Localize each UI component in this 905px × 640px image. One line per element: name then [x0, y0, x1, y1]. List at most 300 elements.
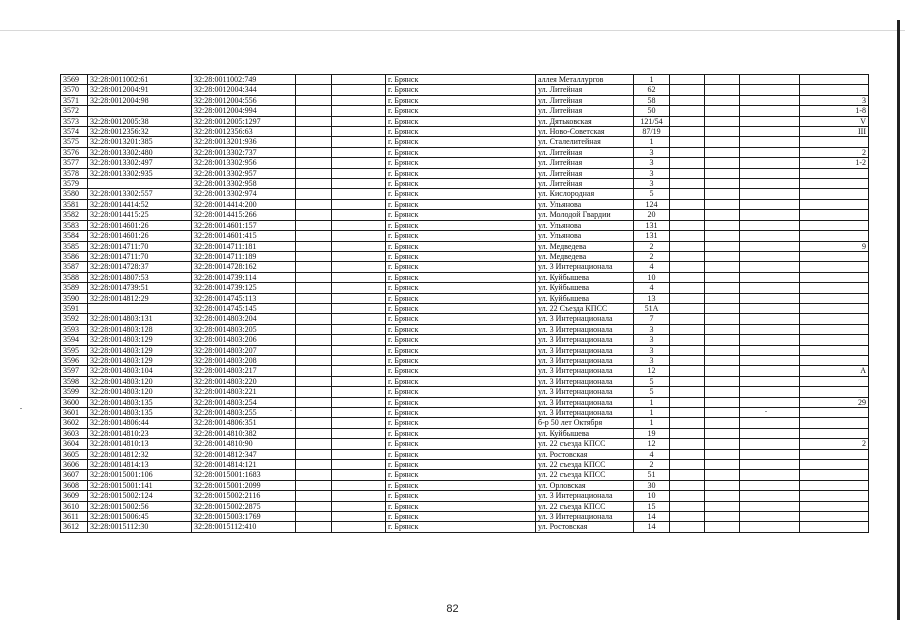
cell-empty [740, 199, 800, 209]
cell-empty [740, 293, 800, 303]
cell-empty [705, 522, 740, 532]
cell-empty [670, 491, 705, 501]
cell-cadastral-new: 32:28:0013302:957 [192, 168, 296, 178]
cell-street: ул. 3 Интернационала [536, 345, 634, 355]
table-row [61, 179, 869, 189]
cell-empty [296, 106, 332, 116]
cell-empty [740, 272, 800, 282]
cell-empty [705, 283, 740, 293]
cell-house: 2 [634, 251, 670, 261]
cell-empty [332, 376, 386, 386]
cell-flat [800, 199, 869, 209]
cell-empty [332, 95, 386, 105]
cell-empty [670, 210, 705, 220]
cell-cadastral-new: 32:28:0014711:189 [192, 251, 296, 261]
cell-cadastral-old: 32:28:0012004:98 [88, 95, 192, 105]
cell-street: ул. 3 Интернационала [536, 366, 634, 376]
cell-empty [332, 116, 386, 126]
cell-empty [740, 491, 800, 501]
cell-cadastral-new: 32:28:0014803:221 [192, 387, 296, 397]
cell-house: 1 [634, 397, 670, 407]
cell-empty [705, 397, 740, 407]
cell-cadastral-new: 32:28:0014711:181 [192, 241, 296, 251]
cell-empty [670, 439, 705, 449]
cell-city: г. Брянск [386, 158, 536, 168]
cell-empty [705, 512, 740, 522]
cell-house: 5 [634, 376, 670, 386]
cell-city: г. Брянск [386, 387, 536, 397]
cell-row-number: 3602 [61, 418, 88, 428]
cell-row-number: 3589 [61, 283, 88, 293]
cell-empty [332, 428, 386, 438]
cell-house: 3 [634, 355, 670, 365]
cell-street: ул. Литейная [536, 106, 634, 116]
cell-empty [740, 335, 800, 345]
cell-flat [800, 293, 869, 303]
table-row [61, 470, 869, 480]
cell-street: ул. 3 Интернационала [536, 512, 634, 522]
cell-city: г. Брянск [386, 147, 536, 157]
cell-flat [800, 231, 869, 241]
cell-house: 121/54 [634, 116, 670, 126]
cell-street: ул. Медведева [536, 241, 634, 251]
cell-cadastral-new: 32:28:0014803:254 [192, 397, 296, 407]
table-row [61, 106, 869, 116]
cell-empty [670, 168, 705, 178]
cell-empty [296, 158, 332, 168]
cell-street: ул. Куйбышева [536, 272, 634, 282]
cell-empty [296, 408, 332, 418]
cell-street: ул. Куйбышева [536, 283, 634, 293]
cell-empty [670, 231, 705, 241]
cell-empty [740, 314, 800, 324]
table-row [61, 491, 869, 501]
cell-empty [670, 522, 705, 532]
table-row [61, 210, 869, 220]
cell-empty [670, 116, 705, 126]
cell-street: ул. 3 Интернационала [536, 335, 634, 345]
cell-city: г. Брянск [386, 470, 536, 480]
cell-city: г. Брянск [386, 106, 536, 116]
cell-flat: 2 [800, 439, 869, 449]
table-row [61, 335, 869, 345]
cell-empty [705, 314, 740, 324]
cell-cadastral-old: 32:28:0014814:13 [88, 460, 192, 470]
cell-city: г. Брянск [386, 293, 536, 303]
cell-empty [296, 501, 332, 511]
cell-flat [800, 460, 869, 470]
cell-empty [740, 210, 800, 220]
cell-empty [296, 137, 332, 147]
cell-street: ул. Кислородная [536, 189, 634, 199]
cell-house: 30 [634, 480, 670, 490]
cell-house: 3 [634, 147, 670, 157]
cell-empty [705, 366, 740, 376]
cell-city: г. Брянск [386, 137, 536, 147]
cell-street: ул. Ростовская [536, 522, 634, 532]
cell-street: ул. 3 Интернационала [536, 376, 634, 386]
cell-flat [800, 262, 869, 272]
cell-empty [296, 470, 332, 480]
cell-city: г. Брянск [386, 512, 536, 522]
table-row [61, 116, 869, 126]
cell-row-number: 3597 [61, 366, 88, 376]
cell-empty [740, 345, 800, 355]
cell-street: ул. 3 Интернационала [536, 408, 634, 418]
table-row [61, 283, 869, 293]
cell-empty [670, 147, 705, 157]
cell-empty [705, 491, 740, 501]
cell-empty [740, 397, 800, 407]
cell-empty [705, 158, 740, 168]
cell-cadastral-new: 32:28:0015003:1769 [192, 512, 296, 522]
cell-city: г. Брянск [386, 251, 536, 261]
cell-row-number: 3580 [61, 189, 88, 199]
cell-cadastral-old: 32:28:0014810:23 [88, 428, 192, 438]
table-row [61, 241, 869, 251]
cell-cadastral-old: 32:28:0012004:91 [88, 85, 192, 95]
cell-flat [800, 168, 869, 178]
cell-empty [705, 272, 740, 282]
cell-house: 14 [634, 522, 670, 532]
cell-empty [296, 376, 332, 386]
cell-cadastral-new: 32:28:0014810:90 [192, 439, 296, 449]
cell-row-number: 3576 [61, 147, 88, 157]
cell-empty [296, 283, 332, 293]
cell-empty [332, 366, 386, 376]
cell-empty [670, 303, 705, 313]
cell-empty [296, 147, 332, 157]
cell-cadastral-new: 32:28:0012004:556 [192, 95, 296, 105]
cell-cadastral-new: 32:28:0015112:410 [192, 522, 296, 532]
cell-empty [740, 355, 800, 365]
cell-city: г. Брянск [386, 231, 536, 241]
cell-street: ул. 3 Интернационала [536, 324, 634, 334]
cell-empty [740, 220, 800, 230]
cell-house: 1 [634, 75, 670, 85]
cell-cadastral-old: 32:28:0011002:61 [88, 75, 192, 85]
cell-flat [800, 283, 869, 293]
table-row [61, 262, 869, 272]
cell-street: ул. Литейная [536, 158, 634, 168]
cell-row-number: 3584 [61, 231, 88, 241]
cell-city: г. Брянск [386, 199, 536, 209]
cell-empty [740, 366, 800, 376]
cell-street: ул. Ульянова [536, 199, 634, 209]
cell-empty [670, 355, 705, 365]
cell-cadastral-new: 32:28:0014745:113 [192, 293, 296, 303]
cell-empty [670, 189, 705, 199]
cell-empty [296, 75, 332, 85]
table-row [61, 272, 869, 282]
cell-flat [800, 480, 869, 490]
cell-cadastral-old: 32:28:0015112:30 [88, 522, 192, 532]
cell-empty [705, 324, 740, 334]
cell-empty [670, 137, 705, 147]
cell-flat [800, 272, 869, 282]
cell-empty [705, 480, 740, 490]
cell-empty [705, 376, 740, 386]
cell-empty [740, 324, 800, 334]
cell-cadastral-old [88, 303, 192, 313]
cell-empty [740, 449, 800, 459]
cell-empty [740, 376, 800, 386]
cell-empty [670, 418, 705, 428]
cell-cadastral-old: 32:28:0014803:129 [88, 335, 192, 345]
cell-flat: 29 [800, 397, 869, 407]
cell-cadastral-old: 32:28:0014601:26 [88, 220, 192, 230]
table-body [61, 75, 869, 533]
cell-flat: А [800, 366, 869, 376]
cell-city: г. Брянск [386, 324, 536, 334]
cell-empty [296, 480, 332, 490]
cell-empty [670, 106, 705, 116]
cell-empty [332, 179, 386, 189]
cell-empty [670, 376, 705, 386]
cell-flat [800, 522, 869, 532]
scan-right-edge [897, 20, 900, 620]
cell-empty [670, 251, 705, 261]
cell-cadastral-old: 32:28:0014806:44 [88, 418, 192, 428]
cell-cadastral-old: 32:28:0012005:38 [88, 116, 192, 126]
cell-street: ул. Орловская [536, 480, 634, 490]
cell-city: г. Брянск [386, 449, 536, 459]
cell-house: 51 [634, 470, 670, 480]
cell-city: г. Брянск [386, 283, 536, 293]
cell-flat [800, 408, 869, 418]
cell-empty [670, 241, 705, 251]
cell-flat [800, 303, 869, 313]
cell-cadastral-old: 32:28:0014803:120 [88, 387, 192, 397]
cell-city: г. Брянск [386, 75, 536, 85]
cell-cadastral-new: 32:28:0014803:205 [192, 324, 296, 334]
cell-empty [740, 116, 800, 126]
cell-empty [670, 75, 705, 85]
cell-house: 10 [634, 272, 670, 282]
table-row [61, 251, 869, 261]
cell-row-number: 3611 [61, 512, 88, 522]
document-page [60, 74, 868, 533]
cell-empty [296, 314, 332, 324]
cell-empty [296, 522, 332, 532]
cell-cadastral-new: 32:28:0014803:207 [192, 345, 296, 355]
cell-cadastral-new: 32:28:0014601:415 [192, 231, 296, 241]
table-row [61, 480, 869, 490]
table-row [61, 199, 869, 209]
cell-empty [740, 85, 800, 95]
cell-cadastral-old: 32:28:0014803:104 [88, 366, 192, 376]
cell-cadastral-new: 32:28:0015002:2116 [192, 491, 296, 501]
cell-row-number: 3573 [61, 116, 88, 126]
cell-row-number: 3598 [61, 376, 88, 386]
cell-empty [740, 512, 800, 522]
cell-street: ул. 22 съезда КПСС [536, 439, 634, 449]
cell-empty [332, 262, 386, 272]
cell-house: 12 [634, 439, 670, 449]
cell-row-number: 3592 [61, 314, 88, 324]
cell-street: ул. 3 Интернационала [536, 355, 634, 365]
cell-empty [332, 158, 386, 168]
cell-empty [296, 179, 332, 189]
cell-cadastral-old: 32:28:0015006:45 [88, 512, 192, 522]
cell-empty [740, 303, 800, 313]
cell-empty [670, 127, 705, 137]
cell-cadastral-old: 32:28:0014803:129 [88, 355, 192, 365]
cell-cadastral-new: 32:28:0014601:157 [192, 220, 296, 230]
cell-cadastral-new: 32:28:0013201:936 [192, 137, 296, 147]
cell-cadastral-new: 32:28:0013302:956 [192, 158, 296, 168]
cell-empty [296, 491, 332, 501]
cell-flat [800, 179, 869, 189]
cell-house: 7 [634, 314, 670, 324]
cell-city: г. Брянск [386, 397, 536, 407]
cell-empty [670, 293, 705, 303]
cell-empty [296, 116, 332, 126]
table-row [61, 512, 869, 522]
cell-city: г. Брянск [386, 439, 536, 449]
cell-empty [740, 106, 800, 116]
cell-row-number: 3610 [61, 501, 88, 511]
cell-empty [705, 470, 740, 480]
cell-row-number: 3604 [61, 439, 88, 449]
cell-empty [740, 408, 800, 418]
cell-empty [705, 449, 740, 459]
cell-empty [705, 408, 740, 418]
cell-empty [332, 345, 386, 355]
cell-house: 4 [634, 262, 670, 272]
cell-empty [296, 210, 332, 220]
cell-empty [332, 75, 386, 85]
cell-row-number: 3588 [61, 272, 88, 282]
cell-cadastral-new: 32:28:0014810:382 [192, 428, 296, 438]
cell-empty [296, 262, 332, 272]
cell-empty [670, 387, 705, 397]
cell-street: б-р 50 лет Октября [536, 418, 634, 428]
cell-empty [705, 116, 740, 126]
cell-row-number: 3601 [61, 408, 88, 418]
table-row [61, 501, 869, 511]
cell-empty [705, 189, 740, 199]
table-row [61, 220, 869, 230]
cell-empty [740, 75, 800, 85]
cell-empty [740, 501, 800, 511]
cell-cadastral-new: 32:28:0012005:1297 [192, 116, 296, 126]
cell-flat [800, 314, 869, 324]
table-row [61, 376, 869, 386]
cell-city: г. Брянск [386, 366, 536, 376]
cell-house: 50 [634, 106, 670, 116]
cell-empty [296, 449, 332, 459]
cell-empty [740, 241, 800, 251]
cell-empty [296, 85, 332, 95]
cell-empty [740, 189, 800, 199]
cell-flat: 1-8 [800, 106, 869, 116]
cell-flat: V [800, 116, 869, 126]
cell-cadastral-new: 32:28:0012004:344 [192, 85, 296, 95]
cell-city: г. Брянск [386, 345, 536, 355]
cell-cadastral-old: 32:28:0014812:32 [88, 449, 192, 459]
cell-empty [332, 199, 386, 209]
cell-empty [670, 449, 705, 459]
cell-empty [296, 512, 332, 522]
table-row [61, 303, 869, 313]
cell-city: г. Брянск [386, 408, 536, 418]
cell-empty [705, 439, 740, 449]
cell-flat: 3 [800, 95, 869, 105]
cell-empty [296, 303, 332, 313]
cell-empty [740, 168, 800, 178]
cell-city: г. Брянск [386, 522, 536, 532]
cell-house: 15 [634, 501, 670, 511]
cell-house: 87/19 [634, 127, 670, 137]
table-row [61, 189, 869, 199]
cell-empty [705, 147, 740, 157]
cell-street: ул. Сталелитейная [536, 137, 634, 147]
cell-empty [705, 168, 740, 178]
cell-cadastral-old: 32:28:0013302:480 [88, 147, 192, 157]
cell-cadastral-new: 32:28:0013302:958 [192, 179, 296, 189]
cell-empty [670, 324, 705, 334]
cell-cadastral-new: 32:28:0014745:145 [192, 303, 296, 313]
cell-empty [670, 480, 705, 490]
cell-empty [296, 95, 332, 105]
cell-empty [705, 85, 740, 95]
cell-empty [296, 199, 332, 209]
cell-flat [800, 220, 869, 230]
cell-empty [332, 147, 386, 157]
cell-empty [670, 220, 705, 230]
cell-city: г. Брянск [386, 179, 536, 189]
cell-row-number: 3570 [61, 85, 88, 95]
cell-empty [705, 251, 740, 261]
cell-empty [670, 428, 705, 438]
cell-house: 124 [634, 199, 670, 209]
cell-house: 3 [634, 324, 670, 334]
cell-empty [705, 179, 740, 189]
cell-street: ул. Куйбышева [536, 428, 634, 438]
cell-cadastral-old: 32:28:0013302:935 [88, 168, 192, 178]
cell-cadastral-old: 32:28:0014803:128 [88, 324, 192, 334]
cell-empty [670, 179, 705, 189]
cell-empty [296, 251, 332, 261]
cell-empty [670, 199, 705, 209]
cell-empty [296, 231, 332, 241]
cell-house: 2 [634, 460, 670, 470]
cell-row-number: 3574 [61, 127, 88, 137]
cell-cadastral-old: 32:28:0013201:385 [88, 137, 192, 147]
cell-empty [296, 387, 332, 397]
cell-empty [670, 272, 705, 282]
cell-empty [705, 127, 740, 137]
cell-city: г. Брянск [386, 127, 536, 137]
cell-row-number: 3612 [61, 522, 88, 532]
cell-empty [705, 210, 740, 220]
cell-flat [800, 85, 869, 95]
cell-empty [740, 95, 800, 105]
cell-row-number: 3577 [61, 158, 88, 168]
cell-empty [705, 418, 740, 428]
cell-empty [740, 262, 800, 272]
cell-cadastral-new: 32:28:0012004:994 [192, 106, 296, 116]
cell-empty [740, 147, 800, 157]
cell-cadastral-new: 32:28:0014728:162 [192, 262, 296, 272]
cell-flat [800, 210, 869, 220]
cell-empty [670, 366, 705, 376]
cell-street: ул. 3 Интернационала [536, 262, 634, 272]
table-row [61, 418, 869, 428]
table-row [61, 397, 869, 407]
cell-row-number: 3579 [61, 179, 88, 189]
